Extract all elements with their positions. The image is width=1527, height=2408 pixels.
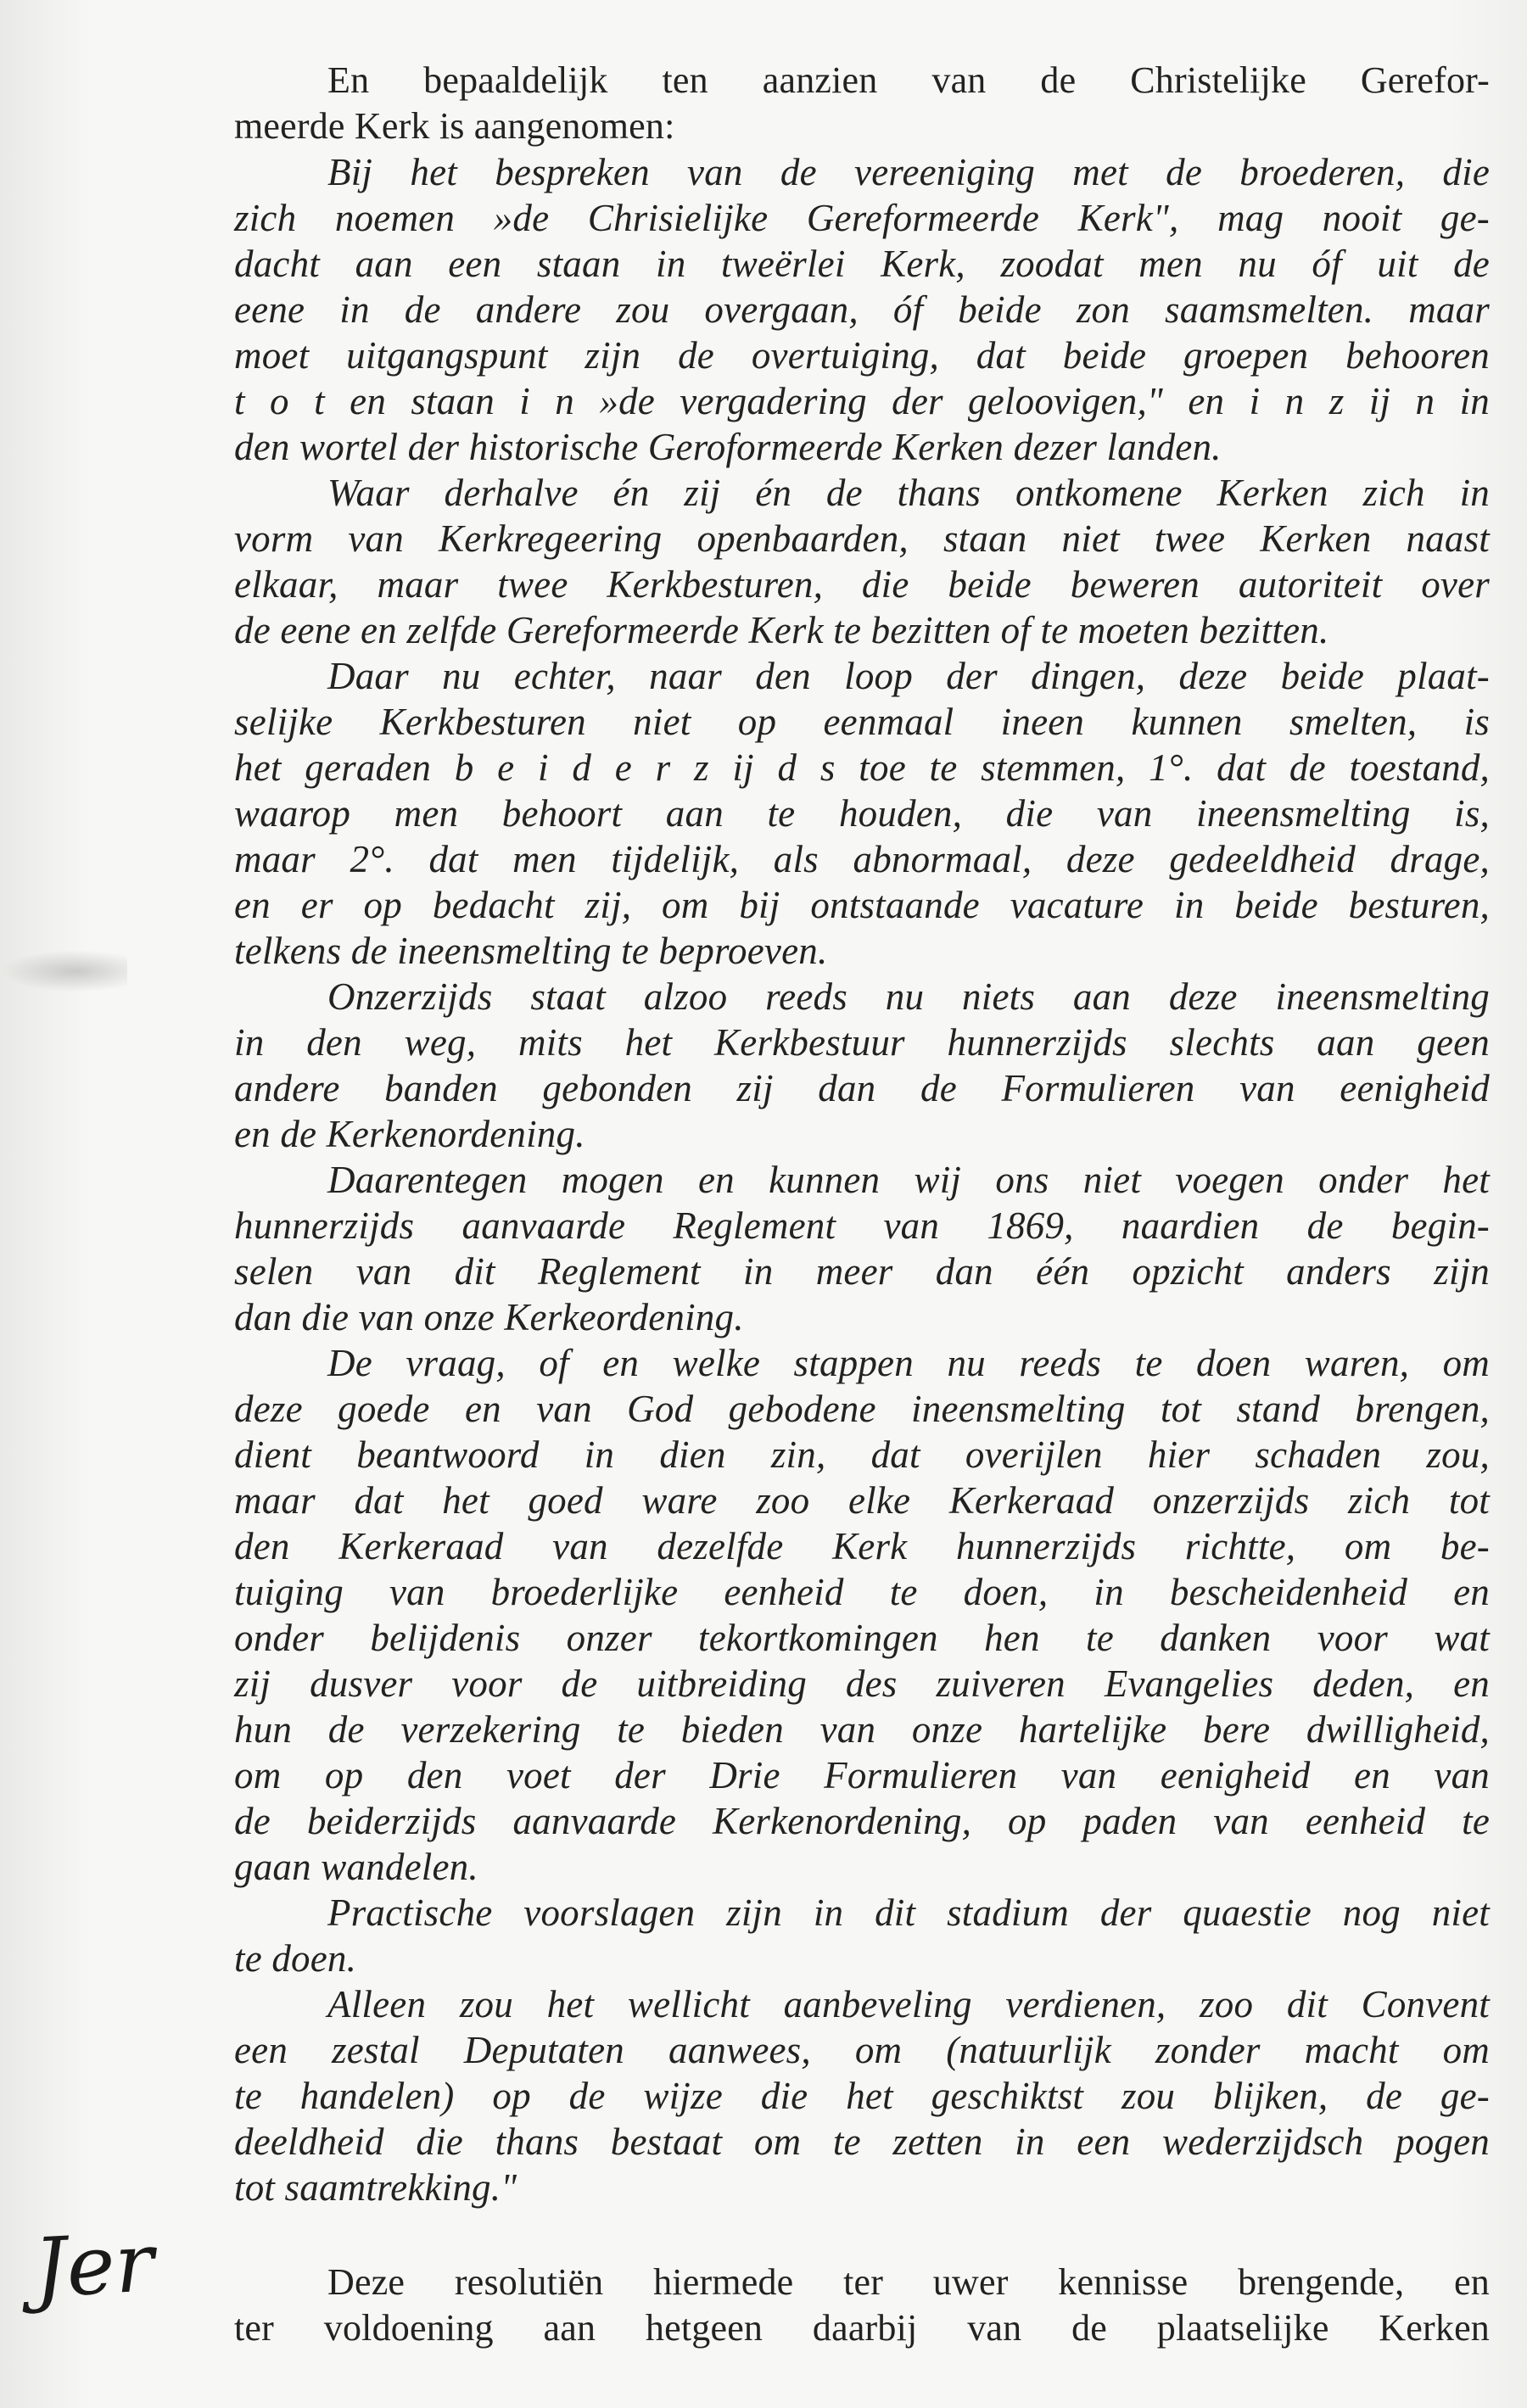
text-line: het geraden b e i d e r z ij d s toe te stemmen, 1°. dat de toestand, [234,746,1490,789]
text-line: Waar derhalve én zij én de thans ontkomene Kerken zich in [327,472,1490,514]
text-line: telkens de ineensmelting te beproeven. [234,930,828,972]
text-line: selijke Kerkbesturen niet op eenmaal ineen kunnen smelten, is [234,701,1490,743]
text-line: deeldheid die thans bestaat om te zetten in een wederzijdsch pogen [234,2120,1490,2163]
text-line: Daarentegen mogen en kunnen wij ons niet voegen onder het [327,1159,1490,1201]
closing-paragraph [234,2260,1490,2351]
text-line: zij dusver voor de uitbreiding des zuiveren Evangelies deden, en [234,1662,1490,1705]
text-line: de beiderzijds aanvaarde Kerkenordening, op paden van eenheid te [234,1800,1490,1842]
text-line: hunnerzijds aanvaarde Reglement van 1869, naardien de begin- [234,1204,1490,1247]
text-line: Daar nu echter, naar den loop der dingen, deze beide plaat- [327,655,1490,697]
text-line: Bij het bespreken van de vereeniging met de broederen, die [327,151,1490,193]
text-line: den Kerkeraad van dezelfde Kerk hunnerzijds richtte, om be- [234,1525,1490,1567]
text-line: ter voldoening aan hetgeen daarbij van de plaatselijke Kerken [234,2307,1490,2349]
text-line: vorm van Kerkregeering openbaarden, staan niet twee Kerken naast [234,517,1490,560]
text-line: meerde Kerk is aangenomen: [234,105,675,147]
text-line: deze goede en van God gebodene ineensmelting tot stand brengen, [234,1388,1490,1430]
handwritten-margin-note: Jer [31,2215,157,2316]
text-line: zich noemen »de Chrisielijke Gereformeerde Kerk", mag nooit ge- [234,197,1490,239]
text-line: tuiging van broederlijke eenheid te doen, in bescheidenheid en [234,1571,1490,1613]
text-line: moet uitgangspunt zijn de overtuiging, dat beide groepen behooren [234,334,1490,377]
text-line: een zestal Deputaten aanwees, om (natuurlijk zonder macht om [234,2029,1490,2071]
text-line: onder belijdenis onzer tekortkomingen hen te danken voor wat [234,1617,1490,1659]
paragraph-gap [234,2210,1490,2260]
text-line: gaan wandelen. [234,1846,478,1888]
text-line: en de Kerkenordening. [234,1113,585,1155]
text-line: hun de verzekering te bieden van onze hartelijke bere dwilligheid, [234,1708,1490,1751]
text-line: tot saamtrekking." [234,2166,517,2209]
text-line: den wortel der historische Geroformeerde Kerken dezer landen. [234,426,1222,468]
text-line: elkaar, maar twee Kerkbesturen, die beide beweren autoriteit over [234,563,1490,606]
text-line: dan die van onze Kerkeordening. [234,1296,744,1338]
text-line: t o t en staan i n »de vergadering der geloovigen," en i n z ij n in [234,380,1490,422]
document-body [234,58,1490,2351]
margin-smudge [0,950,127,992]
text-line: de eene en zelfde Gereformeerde Kerk te bezitten of te moeten bezitten. [234,609,1329,651]
text-line: dacht aan een staan in tweërlei Kerk, zoodat men nu óf uit de [234,243,1490,285]
text-line: en er op bedacht zij, om bij ontstaande vacature in beide besturen, [234,884,1490,926]
text-line: maar dat het goed ware zoo elke Kerkeraad onzerzijds zich tot [234,1479,1490,1522]
text-line: Deze resolutiën hiermede ter uwer kennisse brengende, en [327,2261,1490,2303]
text-line: andere banden gebonden zij dan de Formulieren van eenigheid [234,1067,1490,1109]
text-line: eene in de andere zou overgaan, óf beide zon saamsmelten. maar [234,288,1490,331]
text-line: Practische voorslagen zijn in dit stadium der quaestie nog niet [327,1891,1490,1934]
text-line: De vraag, of en welke stappen nu reeds te doen waren, om [327,1342,1490,1384]
text-line: om op den voet der Drie Formulieren van eenigheid en van [234,1754,1490,1796]
text-line: in den weg, mits het Kerkbestuur hunnerzijds slechts aan geen [234,1021,1490,1064]
text-line: En bepaaldelijk ten aanzien van de Christelijke Gerefor- [327,59,1490,101]
text-line: selen van dit Reglement in meer dan één opzicht anders zijn [234,1250,1490,1293]
text-line: te doen. [234,1937,357,1980]
text-line: Onzerzijds staat alzoo reeds nu niets aan deze ineensmelting [327,975,1490,1018]
resolution-quote [234,149,1490,2210]
text-line: dient beantwoord in dien zin, dat overijlen hier schaden zou, [234,1433,1490,1476]
text-line: te handelen) op de wijze die het geschiktst zou blijken, de ge- [234,2075,1490,2117]
text-line: Alleen zou het wellicht aanbeveling verdienen, zoo dit Convent [327,1983,1490,2025]
text-line: waarop men behoort aan te houden, die van ineensmelting is, [234,792,1490,835]
intro-paragraph [234,58,1490,149]
text-line: maar 2°. dat men tijdelijk, als abnormaal, deze gedeeldheid drage, [234,838,1490,880]
